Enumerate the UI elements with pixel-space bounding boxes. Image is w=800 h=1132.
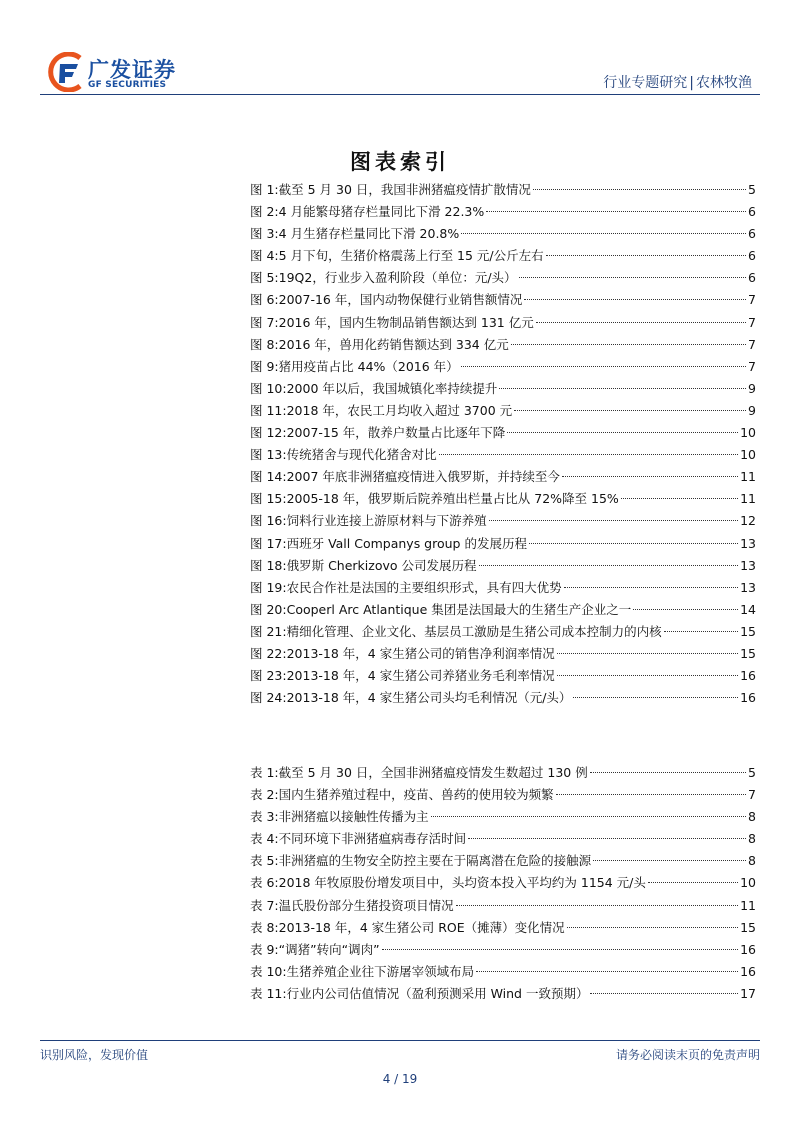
- table-entry-title: 截至 5 月 30 日，全国非洲猪瘟疫情发生数超过 130 例: [278, 765, 588, 780]
- table-entry-page-number: 8: [748, 831, 756, 847]
- figure-entry[interactable]: [250, 267, 756, 289]
- figure-entry-leader-dots: [546, 255, 746, 256]
- table-entry[interactable]: [250, 895, 756, 917]
- figure-entry-page-number: 15: [740, 623, 756, 639]
- table-entry-label: 表 6:: [250, 875, 279, 891]
- figure-entry[interactable]: [250, 312, 756, 334]
- table-entry-label: 表 7:: [250, 897, 279, 913]
- table-entry[interactable]: [250, 961, 756, 983]
- figure-entry-title: Cooperl Arc Atlantique 集团是法国最大的生猪生产企业之一: [286, 601, 632, 617]
- table-entry-label: 表 4:: [250, 831, 279, 847]
- table-entry-page-number: 17: [740, 985, 756, 1001]
- report-category: [603, 72, 752, 92]
- figure-entry-page-number: 13: [740, 579, 756, 595]
- figure-entry-page-number: 7: [748, 292, 756, 308]
- company-logo: [40, 48, 200, 96]
- table-entry-page-number: 10: [740, 875, 756, 891]
- figure-entry-leader-dots: [524, 299, 746, 300]
- table-entry-title: 生猪养殖企业往下游屠宰领域布局: [286, 963, 475, 979]
- table-entry-title: 行业内公司估值情况（盈利预测采用 Wind 一致预期）: [286, 985, 589, 1001]
- figure-entry-title: 2016 年，国内生物制品销售额达到 131 亿元: [278, 314, 534, 330]
- table-entry-title: 2018 年牧原股份增发项目中，头均资本投入平均约为 1154 元/头: [278, 875, 646, 891]
- figure-entry-page-number: 7: [748, 358, 756, 374]
- figure-entry[interactable]: [250, 577, 756, 599]
- figure-entry-page-number: 15: [740, 645, 756, 661]
- table-entry-title: 2013-18 年，4 家生猪公司 ROE（摊薄）变化情况: [278, 919, 565, 935]
- figure-index-list: [250, 179, 756, 709]
- figure-entry-label: 图 15:: [250, 491, 287, 507]
- figure-entry-title: 2018 年，农民工月均收入超过 3700 元: [286, 402, 513, 418]
- figure-entry-label: 图 7:: [250, 314, 279, 330]
- figure-entry-leader-dots: [564, 587, 738, 588]
- table-entry-label: 表 9:: [250, 941, 279, 957]
- figure-entry-page-number: 6: [748, 204, 756, 220]
- figure-entry[interactable]: [250, 488, 756, 510]
- table-entry-title: 非洲猪瘟以接触性传播为主: [278, 809, 429, 825]
- table-entry-title: “调猪”转向“调肉”: [278, 941, 380, 957]
- figure-entry[interactable]: [250, 444, 756, 466]
- figure-entry-leader-dots: [621, 498, 738, 499]
- figure-entry-page-number: 12: [740, 513, 756, 529]
- figure-entry-page-number: 14: [740, 601, 756, 617]
- figure-entry[interactable]: [250, 422, 756, 444]
- figure-entry-title: 猪用疫苗占比 44%（2016 年）: [278, 358, 459, 374]
- footer-divider: [40, 1040, 760, 1041]
- table-entry-leader-dots: [567, 927, 738, 928]
- table-entry-leader-dots: [476, 971, 738, 972]
- figure-entry-label: 图 16:: [250, 513, 287, 529]
- table-entry[interactable]: [250, 939, 756, 961]
- table-index-list: [250, 762, 756, 1005]
- table-entry[interactable]: [250, 983, 756, 1005]
- figure-entry-leader-dots: [499, 388, 746, 389]
- figure-entry-label: 图 24:: [250, 690, 287, 706]
- table-entry-title: 不同环境下非洲猪瘟病毒存活时间: [278, 831, 467, 847]
- figure-entry-title: 19Q2，行业步入盈利阶段（单位：元/头）: [278, 270, 517, 286]
- table-entry-label: 表 2:: [250, 787, 279, 803]
- figure-entry-page-number: 6: [748, 248, 756, 264]
- figure-entry[interactable]: [250, 400, 756, 422]
- figure-entry-title: 俄罗斯 Cherkizovo 公司发展历程: [286, 557, 477, 573]
- figure-entry-label: 图 4:: [250, 248, 279, 264]
- gf-logo-icon: [40, 52, 86, 92]
- figure-entry-title: 5 月下旬，生猪价格震荡上行至 15 元/公斤左右: [278, 248, 544, 264]
- industry-name: 农林牧渔: [696, 75, 752, 91]
- figure-entry-page-number: 10: [740, 425, 756, 441]
- figure-entry-leader-dots: [633, 609, 738, 610]
- table-entry-label: 表 11:: [250, 985, 287, 1001]
- figure-entry-leader-dots: [479, 565, 739, 566]
- figure-entry-page-number: 6: [748, 226, 756, 242]
- figure-entry-title: 2013-18 年，4 家生猪公司养猪业务毛利率情况: [286, 668, 555, 684]
- figure-entry[interactable]: [250, 555, 756, 577]
- figure-entry-label: 图 9:: [250, 358, 279, 374]
- table-entry-label: 表 5:: [250, 853, 279, 869]
- figure-entry[interactable]: [250, 378, 756, 400]
- table-entry[interactable]: [250, 872, 756, 894]
- table-entry[interactable]: [250, 806, 756, 828]
- figure-entry[interactable]: [250, 356, 756, 378]
- figure-entry[interactable]: [250, 621, 756, 643]
- figure-entry-label: 图 1:: [250, 182, 279, 197]
- footer-disclaimer: 请务必阅读末页的免责声明: [615, 1048, 760, 1062]
- figure-entry-label: 图 18:: [250, 557, 287, 573]
- figure-entry-leader-dots: [519, 277, 746, 278]
- figure-entry[interactable]: [250, 223, 756, 245]
- figure-entry-title: 2005-18 年，俄罗斯后院养殖出栏量占比从 72%降至 15%: [286, 491, 619, 507]
- header-separator: |: [689, 75, 694, 91]
- figure-entry-page-number: 13: [740, 535, 756, 551]
- figure-entry-label: 图 14:: [250, 469, 287, 485]
- table-entry-leader-dots: [456, 905, 738, 906]
- report-type: 行业专题研究: [603, 75, 688, 91]
- table-entry-page-number: 16: [740, 941, 756, 957]
- figure-entry-title: 2007 年底非洲猪瘟疫情进入俄罗斯，并持续至今: [286, 469, 560, 485]
- figure-entry-label: 图 8:: [250, 336, 279, 352]
- figure-entry-page-number: 13: [740, 557, 756, 573]
- figure-entry-leader-dots: [529, 543, 738, 544]
- figure-entry[interactable]: [250, 466, 756, 488]
- table-entry-page-number: 8: [748, 809, 756, 825]
- table-entry-page-number: 16: [740, 963, 756, 979]
- figure-entry[interactable]: [250, 687, 756, 709]
- figure-entry-title: 截至 5 月 30 日，我国非洲猪瘟疫情扩散情况: [278, 182, 531, 197]
- figure-entry-label: 图 11:: [250, 402, 287, 418]
- figure-entry-label: 图 5:: [250, 270, 279, 286]
- figure-entry-title: 精细化管理、企业文化、基层员工激励是生猪公司成本控制力的内核: [286, 623, 662, 639]
- figure-entry-leader-dots: [536, 322, 746, 323]
- figure-entry[interactable]: [250, 643, 756, 665]
- figure-entry-page-number: 9: [748, 380, 756, 396]
- figure-entry-title: 2007-16 年，国内动物保健行业销售额情况: [278, 292, 523, 308]
- figure-entry-leader-dots: [533, 189, 746, 190]
- figure-entry-leader-dots: [461, 233, 746, 234]
- table-entry-page-number: 5: [748, 765, 756, 780]
- figure-entry-page-number: 6: [748, 270, 756, 286]
- table-entry-title: 非洲猪瘟的生物安全防控主要在于隔离潜在危险的接触源: [278, 853, 592, 869]
- figure-entry-leader-dots: [511, 344, 746, 345]
- figure-entry-leader-dots: [573, 697, 738, 698]
- table-entry-title: 温氏股份部分生猪投资项目情况: [278, 897, 454, 913]
- figure-entry-title: 2013-18 年，4 家生猪公司的销售净利润率情况: [286, 645, 555, 661]
- table-entry-title: 国内生猪养殖过程中，疫苗、兽药的使用较为频繁: [278, 787, 554, 803]
- figure-entry-title: 2013-18 年，4 家生猪公司头均毛利情况（元/头）: [286, 690, 572, 706]
- figure-entry[interactable]: [250, 334, 756, 356]
- figure-entry-label: 图 2:: [250, 204, 279, 220]
- table-entry-leader-dots: [556, 794, 746, 795]
- figure-entry-label: 图 12:: [250, 425, 287, 441]
- figure-entry-leader-dots: [461, 366, 746, 367]
- figure-entry-title: 2000 年以后，我国城镇化率持续提升: [286, 380, 498, 396]
- figure-entry-page-number: 11: [740, 469, 756, 485]
- figure-entry-leader-dots: [486, 211, 746, 212]
- table-entry-leader-dots: [590, 993, 738, 994]
- figure-entry-title: 4 月生猪存栏量同比下滑 20.8%: [278, 226, 460, 242]
- table-entry[interactable]: [250, 917, 756, 939]
- table-entry-page-number: 7: [748, 787, 756, 803]
- figure-entry-page-number: 7: [748, 314, 756, 330]
- table-entry-leader-dots: [590, 772, 746, 773]
- table-entry[interactable]: [250, 828, 756, 850]
- figure-entry-label: 图 20:: [250, 601, 287, 617]
- footer-slogan: 识别风险，发现价值: [40, 1048, 149, 1062]
- table-entry-leader-dots: [382, 949, 739, 950]
- table-entry[interactable]: [250, 762, 756, 784]
- figure-entry-title: 西班牙 Vall Companys group 的发展历程: [286, 535, 527, 551]
- figure-entry[interactable]: [250, 201, 756, 223]
- figure-entry-label: 图 13:: [250, 447, 287, 463]
- figure-entry-page-number: 9: [748, 402, 756, 418]
- figure-entry-label: 图 3:: [250, 226, 279, 242]
- figure-entry-leader-dots: [514, 410, 746, 411]
- figure-entry[interactable]: [250, 533, 756, 555]
- figure-entry[interactable]: [250, 179, 756, 201]
- figure-entry-page-number: 5: [748, 182, 756, 197]
- table-entry-label: 表 10:: [250, 963, 287, 979]
- figure-entry-label: 图 10:: [250, 380, 287, 396]
- figure-entry-title: 4 月能繁母猪存栏量同比下滑 22.3%: [278, 204, 485, 220]
- table-entry-leader-dots: [648, 882, 738, 883]
- figure-entry-label: 图 21:: [250, 623, 287, 639]
- logo-english-name: GF SECURITIES: [88, 80, 167, 90]
- figure-entry-title: 农民合作社是法国的主要组织形式，具有四大优势: [286, 579, 562, 595]
- page-title: 图表索引: [350, 149, 450, 174]
- figure-entry-title: 饲料行业连接上游原材料与下游养殖: [286, 513, 487, 529]
- figure-entry-leader-dots: [557, 653, 738, 654]
- table-entry-page-number: 15: [740, 919, 756, 935]
- page-number: 4 / 19: [382, 1072, 418, 1086]
- figure-entry-leader-dots: [507, 432, 738, 433]
- figure-entry[interactable]: [250, 510, 756, 532]
- figure-entry-leader-dots: [562, 476, 738, 477]
- figure-entry-page-number: 7: [748, 336, 756, 352]
- figure-entry-page-number: 16: [740, 668, 756, 684]
- figure-entry-leader-dots: [557, 675, 738, 676]
- table-entry-leader-dots: [468, 838, 746, 839]
- figure-entry-label: 图 6:: [250, 292, 279, 308]
- table-entry-label: 表 8:: [250, 919, 279, 935]
- figure-entry-page-number: 16: [740, 690, 756, 706]
- figure-entry[interactable]: [250, 289, 756, 311]
- table-entry-label: 表 3:: [250, 809, 279, 825]
- figure-entry-title: 2007-15 年，散养户数量占比逐年下降: [286, 425, 506, 441]
- figure-entry-label: 图 22:: [250, 645, 287, 661]
- figure-entry-title: 传统猪舍与现代化猪舍对比: [286, 447, 437, 463]
- figure-entry-leader-dots: [439, 454, 738, 455]
- table-entry-leader-dots: [593, 860, 746, 861]
- figure-entry-page-number: 11: [740, 491, 756, 507]
- table-entry[interactable]: [250, 784, 756, 806]
- page-header: [0, 0, 800, 100]
- table-entry-page-number: 11: [740, 897, 756, 913]
- figure-entry-title: 2016 年，兽用化药销售额达到 334 亿元: [278, 336, 509, 352]
- logo-chinese-name: 广发证券: [88, 58, 176, 82]
- figure-entry-leader-dots: [489, 520, 738, 521]
- figure-entry-page-number: 10: [740, 447, 756, 463]
- header-divider: [40, 94, 760, 95]
- figure-entry[interactable]: [250, 599, 756, 621]
- table-entry[interactable]: [250, 850, 756, 872]
- figure-entry-label: 图 19:: [250, 579, 287, 595]
- figure-entry-label: 图 17:: [250, 535, 287, 551]
- figure-entry[interactable]: [250, 665, 756, 687]
- table-entry-page-number: 8: [748, 853, 756, 869]
- figure-entry-label: 图 23:: [250, 668, 287, 684]
- figure-entry[interactable]: [250, 245, 756, 267]
- table-entry-label: 表 1:: [250, 765, 279, 780]
- table-entry-leader-dots: [431, 816, 746, 817]
- figure-entry-leader-dots: [664, 631, 738, 632]
